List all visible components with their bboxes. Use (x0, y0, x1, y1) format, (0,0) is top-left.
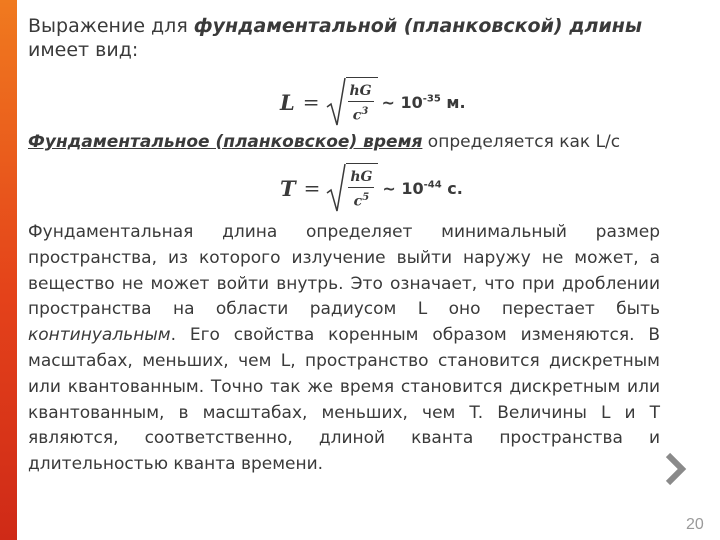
planck-time-formula (280, 160, 463, 216)
formula-value: ~ $10^{-44}$ с. (382, 178, 463, 198)
formula-variable: L (280, 89, 295, 115)
radicand (346, 163, 378, 213)
radicand (346, 77, 378, 127)
fraction-bar (348, 187, 374, 188)
chevron-right-icon[interactable] (664, 452, 688, 486)
square-root (326, 163, 378, 213)
square-root (326, 77, 378, 127)
fraction-denominator: $c^3$ (352, 105, 369, 124)
emphasis-continual: континуальным (28, 325, 171, 346)
accent-sidebar (0, 0, 17, 540)
planck-time-term: Фундаментальное (планковское) время (28, 132, 423, 152)
radical-sign-icon (326, 77, 346, 127)
radical-sign-icon (326, 163, 346, 213)
fraction-bar (348, 101, 374, 102)
intro-text: Выражение для фундаментальной (планковской) длины имеет вид: (28, 15, 643, 61)
equals-sign: = (303, 176, 321, 200)
planck-length-term: фундаментальной (планковской) длины (193, 15, 643, 37)
page-number: 20 (686, 516, 704, 533)
equals-sign: = (302, 90, 320, 114)
planck-time-line: Фундаментальное (планковское) время определяется как L/c (28, 132, 621, 152)
formula-value: ~ $10^{-35}$ м. (381, 92, 466, 112)
formula-variable: T (280, 175, 296, 201)
fraction-denominator: $c^5$ (353, 191, 370, 210)
fraction-numerator: hG (349, 82, 372, 99)
body-paragraph: Фундаментальная длина определяет минимальный размер пространства, из которого излучение выйти наружу не может, а вещество не может войти внутрь. Это означает, что при дроблении пространства на области радиусом L оно перестает быть континуальным. Его свойства коренным образом изменяются. В масштабах, меньших, чем L, пространство становится дискретным или квантованным. Точно так же время становится дискретным или квантованным, в масштабах, меньших, чем T. Величины L и T являются, соответственно, длиной кванта пространства и длительностью кванта времени. (28, 222, 660, 475)
fraction-numerator: hG (350, 168, 373, 185)
planck-length-formula (280, 74, 466, 130)
